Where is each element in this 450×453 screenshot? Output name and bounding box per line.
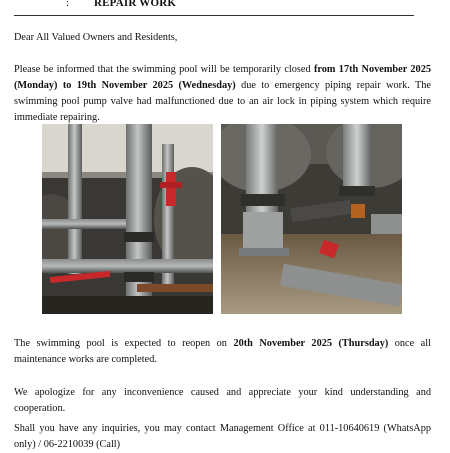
greeting: Dear All Valued Owners and Residents, [14,32,178,43]
pump-room-photo [42,124,213,314]
subject-title: REPAIR WORK [94,0,177,9]
reopen-date: 20th November 2025 (Thursday) [233,338,389,349]
reopen-paragraph [14,336,431,368]
subject-line [14,0,414,16]
closure-text-end: due to emergency piping repair work. The swimming pool pump valve had malfunctioned due to an air lock in piping system which require immediate repairing. [14,80,431,123]
closure-dates: from 17th November 2025 (Monday) to 19th November 2025 (Wednesday) [14,64,431,91]
subject-colon: : [66,0,70,9]
contact-paragraph: Shall you have any inquiries, you may contact Management Office at 011-10640619 (WhatsApp only) / 06-2210039 (Call) [14,423,431,450]
reopen-text-end: once all maintenance works are completed. [14,338,431,365]
reopen-text-start: The swimming pool is expected to reopen on [14,338,234,349]
apology-paragraph: We apologize for any inconvenience caused and appreciate your kind understanding and cooperation. [14,387,431,414]
closure-notice-paragraph [14,62,431,126]
closure-text-start: Please be informed that the swimming pool will be temporarily closed [14,64,314,75]
pump-valve-photo [221,124,402,314]
